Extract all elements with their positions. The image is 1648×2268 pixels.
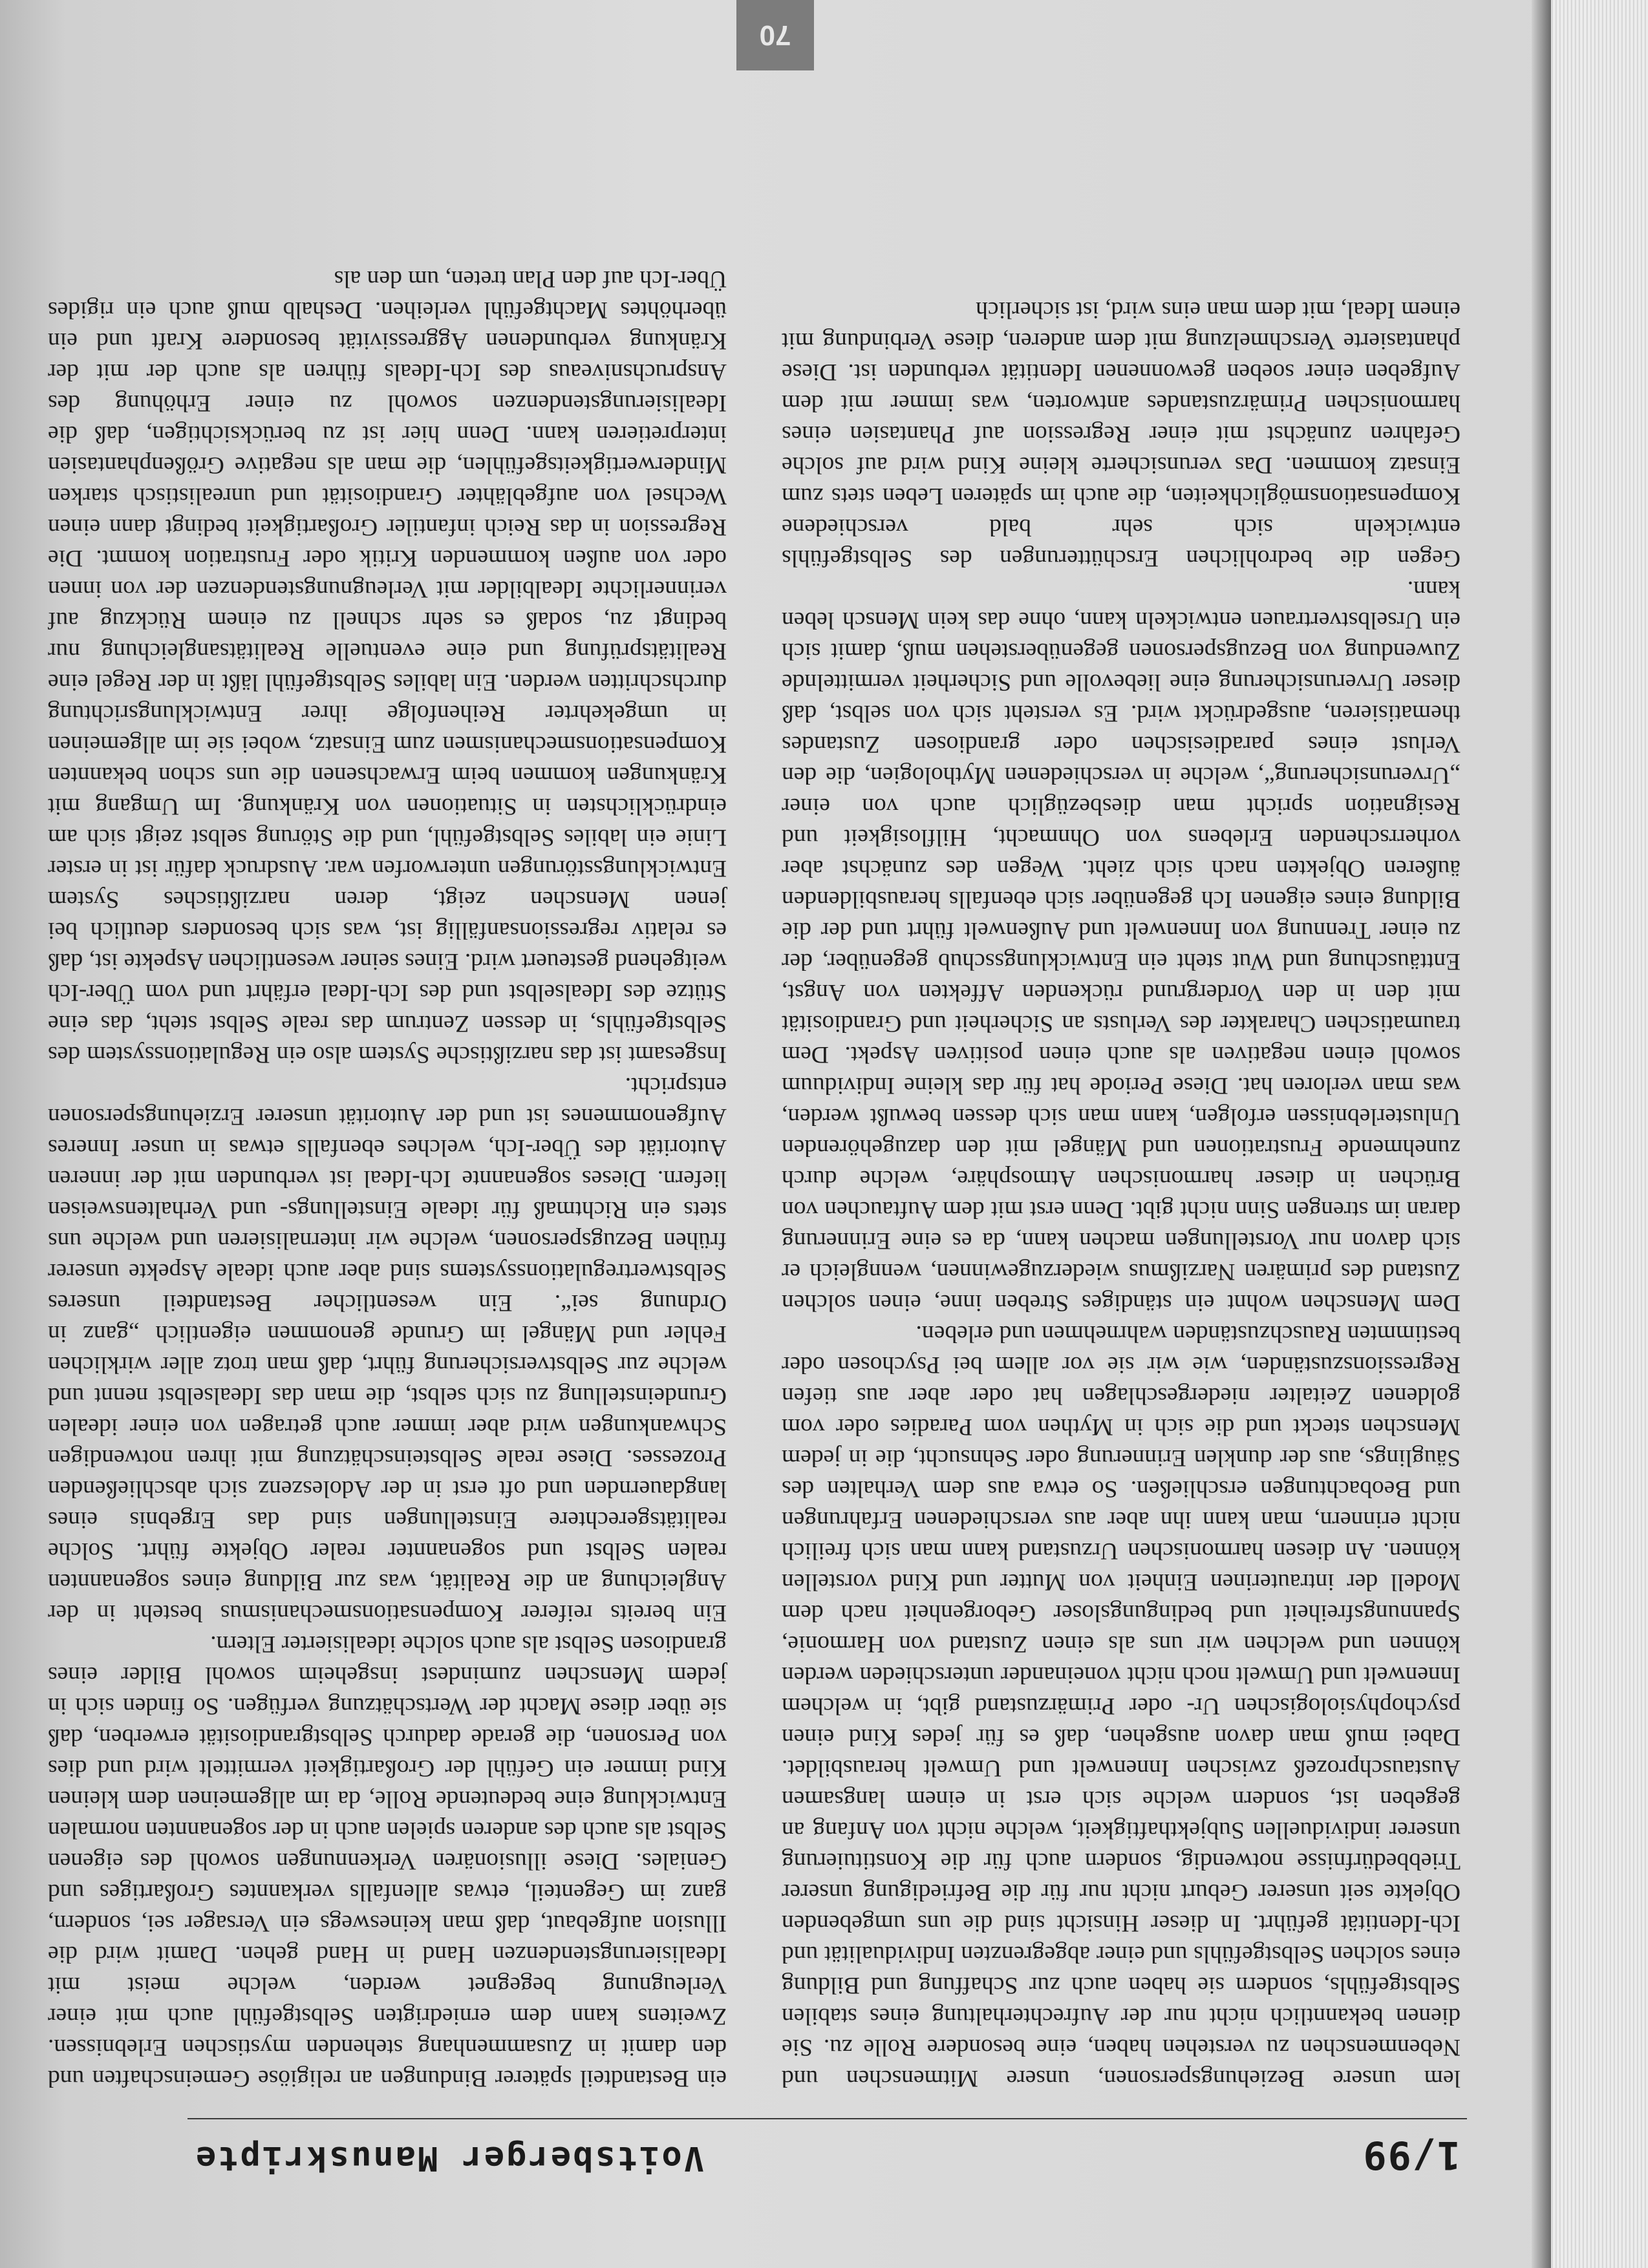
text-column-left [782, 58, 1461, 2093]
paragraph: Dem Menschen wohnt ein ständiges Streben inne, einen solchen Zustand des primären Narzißmus wiederzugewinnen, wenngleich er sich davon nur Vorstellungen machen kann, da es eine Erinnerung daran im strengen Sinn nicht gibt. Denn erst mit dem Auftauchen von Brüchen in dieser harmonischen Atmosphäre, welche durch zunehmende Frustrationen und Mängel mit den dazugehörenden Unlusterlebnissen erfolgen, kann man sich dessen bewußt werden, was man verloren hat. Diese Periode hat für das kleine Individuum sowohl einen negativen als auch einen positiven Aspekt. Dem traumatischen Charakter des Verlusts an Sicherheit und Grandiosität mit den in den Vordergrund rückenden Affekten von Angst, Enttäuschung und Wut steht ein Entwicklungsschub gegenüber, der zu einer Trennung von Innenwelt und Außenwelt führt und der die Bildung eines eigenen Ich gegenüber sich ebenfalls herausbildenden äußeren Objekten nach sich zieht. Wegen des zunächst aber vorherrschenden Erlebens von Ohnmacht, Hilflosigkeit und Resignation spricht man diesbezüglich auch von einer „Urverunsicherung“, welche in verschiedenen Mythologien, die den Verlust eines paradiesischen oder grandiosen Zustandes thematisieren, ausgedrückt wird. Es versteht sich von selbst, daß dieser Urverunsicherung eine liebevolle und Sicherheit vermittelnde Zuwendung von Bezugspersonen gegenüberstehen muß, damit sich ein Urselbstvertrauen entwickeln kann, ohne das kein Mensch leben kann. [782, 576, 1461, 1316]
paragraph: Insgesamt ist das narzißtische System also ein Regulationssystem des Selbstgefühls, in dessen Zentrum das reale Selbst steht, das eine Stütze des Idealselbst und des Ich-Ideal erfährt und vom Über-Ich weitgehend gesteuert wird. Eines seiner wesentlichen Aspekte ist, daß es relativ regressionsanfällig ist, was sich besonders deutlich bei jenen Menschen zeigt, deren narzißtisches System Entwicklungsstörungen unterworfen war. Ausdruck dafür ist in erster Linie ein labiles Selbstgefühl, und die Störung selbst zeigt sich am eindrücklichsten in Situationen von Kränkung. Im Umgang mit Kränkungen kommen beim Erwachsenen die uns schon bekannten Kompensationsmechanismen zum Einsatz, wobei sie im allgemeinen in umgekehrter Reihenfolge ihrer Entwicklungsrichtung durchschritten werden. Ein labiles Selbstgefühl läßt in der Regel eine Realitätsprüfung und eine eventuelle Realitätsangleichung nur bedingt zu, sodaß es sehr schnell zu einem Rückzug auf verinnerlichte Idealbilder mit Verleugnungstendenzen der von innen oder von außen kommenden Kritik oder Frustration kommt. Die Regression in das Reich infantiler Großartigkeit bedingt dann einen Wechsel von aufgeblähter Grandiosität und unrealistisch starken Minderwertigkeitsgefühlen, die man als negative Größenphantasien interpretieren kann. Denn hier ist zu berücksichtigen, daß die Idealisierungstendenzen sowohl zu einer Erhöhung des Anspruchsniveaus des Ich-Ideals führen als auch der mit der Kränkung verbundenen Aggressivität besondere Kraft und ein überhöhtes Machtgefühl verleihen. Deshalb muß auch ein rigides Über-Ich auf den Plan treten, um den als [48, 266, 727, 1068]
paragraph: Ein bereits reiferer Kompensationsmechanismus besteht in der Angleichung an die Realität, was zur Bildung eines sogenannten realen Selbst und sogenannter realer Objekte führt. Solche realitätsgerechtere Einstellungen sind das Ergebnis eines langdauernden und oft erst in der Adoleszenz sich abschließenden Prozesses. Diese reale Selbsteinschätzung mit ihren notwendigen Schwankungen wird aber immer auch getragen von einer idealen Grundeinstellung zu sich selbst, die man das Idealselbst nennt und welche zur Selbstversicherung führt, daß man trotz aller wirklichen Fehler und Mängel im Grunde genommen eigentlich „ganz in Ordnung sei“. Ein wesentlicher Bestandteil unseres Selbstwertregulationssystems sind aber auch ideale Aspekte unserer frühen Bezugspersonen, welche wir internalisieren und welche uns stets ein Richtmaß für ideale Einstellungs- und Verhaltensweisen liefern. Dieses sogenannte Ich-Ideal ist verbunden mit der inneren Autorität des Über-Ich, welches ebenfalls etwas in unser Inneres Aufgenommenes ist und der Autorität unserer Erziehungspersonen entspricht. [48, 1072, 727, 1626]
page-number: 70 [736, 0, 814, 70]
paragraph: Gegen die bedrohlichen Erschütterungen des Selbstgefühls entwickeln sich sehr bald verschiedene Kompensationsmöglichkeiten, die auch im späteren Leben stets zum Einsatz kommen. Das verunsicherte kleine Kind wird auf solche Gefahren zunächst mit einer Regression auf Phantasien eines harmonischen Primärzustandes antworten, was immer mit dem Aufgeben einer soeben gewonnenen Identität verbunden ist. Diese phantasierte Verschmelzung mit dem anderen, diese Verbindung mit einem Ideal, mit dem man eins wird, ist sicherlich [782, 297, 1461, 571]
issue-number: 1/99 [1362, 2132, 1461, 2178]
binding-shadow [1532, 0, 1551, 2268]
header-divider [187, 2118, 1467, 2119]
paragraph: ein Bestandteil späterer Bindungen an religiöse Gemeinschaften und den damit in Zusammenhang stehenden mystischen Erlebnissen. Zweitens kann dem erniedrigten Selbstgefühl auch mit einer Verleugnung begegnet werden, welche meist mit Idealisierungstendenzen Hand in Hand gehen. Damit wird die Illusion aufgebaut, daß man keineswegs ein Versager sei, sondern, ganz im Gegenteil, etwas allenfalls verkanntes Großartiges und Geniales. Diese illusionären Verkennungen sowohl des eigenen Selbst als auch des anderen spielen auch in der sogenannten normalen Entwicklung eine bedeutende Rolle, da im allgemeinen dem kleinen Kind immer ein Gefühl der Großartigkeit vermittelt wird und dies von Personen, die gerade dadurch Selbstgrandiosität erwerben, daß sie über diese Macht der Wertschätzung verfügen. So finden sich in jedem Menschen zumindest insgeheim sowohl Bilder eines grandiosen Selbst als auch solche idealisierter Eltern. [48, 1631, 727, 2092]
book-page-edges [1551, 0, 1648, 2268]
journal-title: Voitsberger Manuskripte [194, 2139, 705, 2178]
paragraph: lem unsere Beziehungspersonen, unsere Mitmenschen und Nebenmenschen zu verstehen haben, eine besondere Rolle zu. Sie dienen bekanntlich nicht nur der Aufrechterhaltung eines stabilen Selbstgefühls, sondern sie haben auch zur Schaffung und Bildung eines solchen Selbstgefühls und einer abgegrenzten Individualität und Ich-Identität geführt. In dieser Hinsicht sind die uns umgebenden Objekte seit unserer Geburt nicht nur für die Befriedigung unserer Triebbedürfnisse notwendig, sondern auch für die Konstituierung unserer individuellen Subjekthaftigkeit, welche nicht von Anfang an gegeben ist, sondern welche sich erst in einem langsamen Austauschprozeß zwischen Innenwelt und Umwelt herausbildet. Dabei muß man davon ausgehen, daß es für jedes Kind einen psychophysiologischen Ur- oder Primärzustand gibt, in welchem Innenwelt und Umwelt noch nicht voneinander unterschieden werden können und welchen wir uns als einen Zustand von Harmonie, Spannungsfreiheit und bedingungsloser Geborgenheit nach dem Modell der intrauterinen Einheit von Mutter und Kind vorstellen können. An diesen harmonischen Urzustand kann man sich freilich nicht erinnern, man kann ihn aber aus verschiedenen Erfahrungen und Beobachtungen erschließen. So etwa aus dem Verhalten des Säuglings, aus der dunklen Erinnerung oder Sehnsucht, die in jedem Menschen steckt und die sich in Mythen vom Paradies oder vom goldenen Zeitalter niedergeschlagen hat oder aber aus tiefen Regressionszuständen, wie wir sie vor allem bei Psychosen oder bestimmten Rauschzuständen wahrnehmen und erleben. [782, 1320, 1461, 2092]
text-column-right [48, 58, 727, 2093]
